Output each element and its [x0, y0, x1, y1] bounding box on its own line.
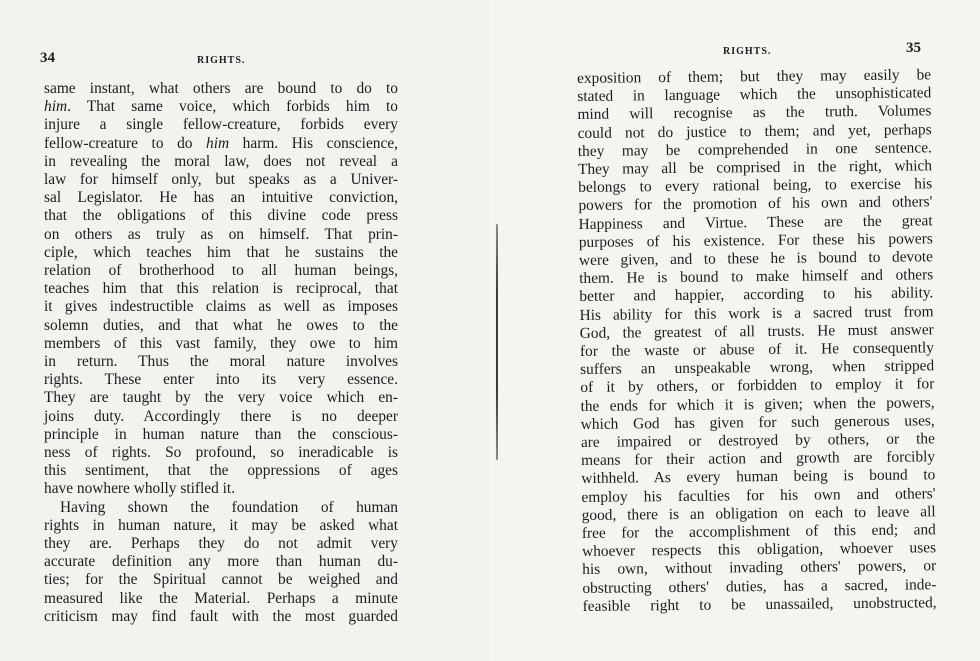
right-page-line: God, the greatest of all trusts. He must answer — [579, 321, 934, 342]
right-page-line: whoever respects this obligation, whoever uses — [581, 539, 937, 561]
left-page-line — [44, 135, 398, 153]
right-page-line: His ability for this work is a sacred trust from — [579, 302, 934, 324]
left-page-line: on others as truly as on himself. That prin- — [44, 225, 398, 243]
right-page-line: could not do justice to them; and yet, perhaps — [577, 120, 932, 142]
right-page-line: purposes of his existence. For these his powers — [578, 230, 933, 251]
left-page-line: ciple, which teaches him that he sustains the — [44, 243, 398, 261]
left-page-line: joins duty. Accordingly there is no deeper — [44, 407, 398, 425]
left-page-line: sal Legislator. He has an intuitive conviction, — [44, 189, 398, 207]
right-page-line: feasible right to be unassailed, unobstructed, — [582, 594, 937, 615]
left-page-line: measured like the Material. Perhaps a minute — [44, 589, 398, 607]
left-page-line: in return. Thus the moral nature involves — [44, 353, 398, 371]
right-page-line: withheld. As every human being is bound to — [581, 466, 936, 488]
right-page-line: Happiness and Virtue. These are the great — [578, 211, 933, 233]
left-page-line: that the obligations of this divine code press — [44, 207, 398, 225]
right-page-line: better and happier, according to his ability. — [579, 284, 934, 306]
left-page-line — [44, 98, 398, 116]
right-page-line: exposition of them; but they may easily be — [577, 66, 932, 87]
text-run: . That same voice, which forbids him to — [67, 98, 398, 116]
right-page-line: the ends for which it is given; when the powers, — [580, 393, 935, 415]
page-number-left: 34 — [40, 50, 55, 66]
left-page-line: have nowhere wholly stifled it. — [44, 480, 236, 498]
left-page-line: rights in human nature, it may be asked what — [44, 516, 398, 534]
text-run: harm. His conscience, — [229, 134, 398, 152]
right-page-line: stated in language which the unsophisticated — [577, 84, 932, 106]
right-body-text — [577, 66, 937, 616]
running-head-right: RIGHTS. — [723, 46, 772, 57]
right-page-line: were given, and to these he is bound to devote — [578, 248, 934, 270]
left-page-line: relation of brotherhood to all human beings, — [44, 262, 398, 280]
left-page-line: in revealing the moral law, does not reveal a — [44, 152, 398, 170]
left-page-line: law for himself only, but speaks as a Univer- — [44, 171, 398, 189]
right-page-line: which God has given for such generous uses, — [580, 412, 935, 433]
left-page-line: injure a single fellow-creature, forbids every — [44, 116, 398, 134]
emphasis-text: him — [206, 134, 230, 152]
right-page-line: They may all be comprised in the right, which — [577, 157, 933, 179]
running-head-left: RIGHTS. — [197, 55, 246, 66]
left-page-line: they are. Perhaps they do not admit very — [44, 535, 398, 553]
left-page-line: this sentiment, that the oppressions of ages — [44, 462, 398, 480]
left-page-line: accurate definition any more than human du- — [44, 553, 398, 571]
right-page-line: they may be comprehended in one sentence. — [577, 139, 932, 160]
right-page-line: obstructing others' duties, has a sacred, inde- — [582, 575, 937, 597]
right-page-line: belongs to every rational being, to exercise his — [578, 175, 933, 197]
left-page-line: principle in human nature than the conscious- — [44, 425, 398, 443]
left-page-line: ties; for the Spiritual cannot be weighed and — [44, 571, 398, 589]
left-page-line: rights. These enter into its very essence. — [44, 371, 398, 389]
page-number-right: 35 — [906, 40, 921, 56]
right-page-line: free for the accomplishment of this end; and — [581, 521, 936, 543]
right-page-line: are impaired or destroyed by others, or the — [580, 430, 935, 452]
right-page-line: suffers an unspeakable wrong, when stripped — [580, 357, 935, 379]
right-page-line: powers for the promotion of his own and others' — [578, 193, 933, 215]
left-page-line: Having shown the foundation of human — [60, 498, 398, 516]
left-body-text — [44, 80, 398, 626]
left-page-line: solemn duties, and that what he owes to the — [44, 316, 398, 334]
emphasis-text: him — [44, 98, 68, 116]
right-page-line: employ his faculties for his own and others' — [581, 484, 936, 506]
book-gutter — [496, 224, 498, 460]
left-page-line: members of this vast family, they owe to him — [44, 334, 398, 352]
text-run: fellow-creature to do — [44, 134, 207, 152]
right-page-line: means for their action and growth are forcibly — [581, 448, 936, 470]
left-page-line: teaches him that this relation is reciprocal, that — [44, 280, 398, 298]
left-page-line: criticism may find fault with the most guarded — [44, 607, 398, 625]
right-page-line: them. He is bound to make himself and others — [579, 266, 934, 288]
right-page-line: of it by others, or forbidden to employ it for — [580, 375, 935, 397]
left-page-line: They are taught by the very voice which en- — [44, 389, 398, 407]
left-page-line: it gives indestructible claims as well as imposes — [44, 298, 398, 316]
right-page-line: his own, without invading others' powers, or — [582, 557, 937, 579]
left-page-line: ness of rights. So profound, so ineradicable is — [44, 444, 398, 462]
left-page-line: same instant, what others are bound to do to — [44, 80, 398, 97]
right-page-line: for the waste or abuse of it. He consequently — [579, 339, 935, 361]
right-page-line: mind will recognise as the truth. Volumes — [577, 102, 932, 124]
right-page-line: good, there is an obligation on each to leave all — [581, 503, 936, 524]
